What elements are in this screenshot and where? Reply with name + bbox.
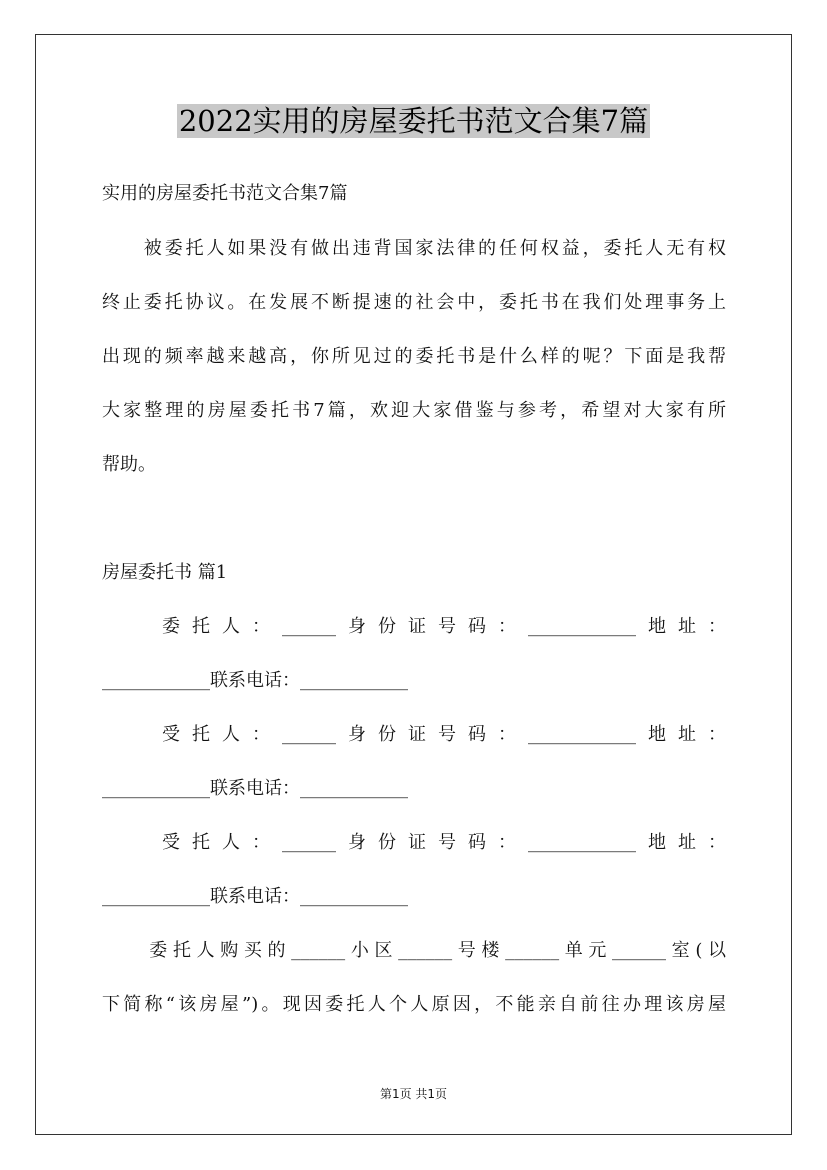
intro-line-2: 终止委托协议。在发展不断提速的社会中，委托书在我们处理事务上: [102, 292, 726, 313]
section-heading: 房屋委托书 篇1: [102, 562, 228, 583]
document-title: [0, 101, 827, 141]
intro-line-5: 帮助。: [102, 454, 156, 475]
body-line-2: 下简称“该房屋”)。现因委托人个人原因，不能亲自前往办理该房屋: [102, 994, 726, 1015]
page-footer: 第1页 共1页: [379, 1087, 448, 1101]
document-title-text: 2022实用的房屋委托书范文合集7篇: [178, 104, 649, 138]
intro-line-1: 被委托人如果没有做出违背国家法律的任何权益，委托人无有权: [102, 238, 726, 259]
agent-contact-line-2: ____________联系电话：____________: [102, 886, 408, 907]
agent-contact-line-1: ____________联系电话：____________: [102, 778, 408, 799]
agent-line-1: 受托人：______身份证号码：____________地址：: [102, 724, 726, 745]
body-line-1: 委托人购买的______小区______号楼______单元______室(以: [102, 940, 726, 961]
intro-line-3: 出现的频率越来越高，你所见过的委托书是什么样的呢？下面是我帮: [102, 346, 726, 367]
agent-line-2: 受托人：______身份证号码：____________地址：: [102, 832, 726, 853]
intro-line-4: 大家整理的房屋委托书7篇，欢迎大家借鉴与参考，希望对大家有所: [102, 400, 726, 421]
principal-line: 委托人：______身份证号码：____________地址：: [102, 616, 726, 637]
document-subtitle: 实用的房屋委托书范文合集7篇: [102, 183, 348, 204]
principal-contact-line: ____________联系电话：____________: [102, 670, 408, 691]
